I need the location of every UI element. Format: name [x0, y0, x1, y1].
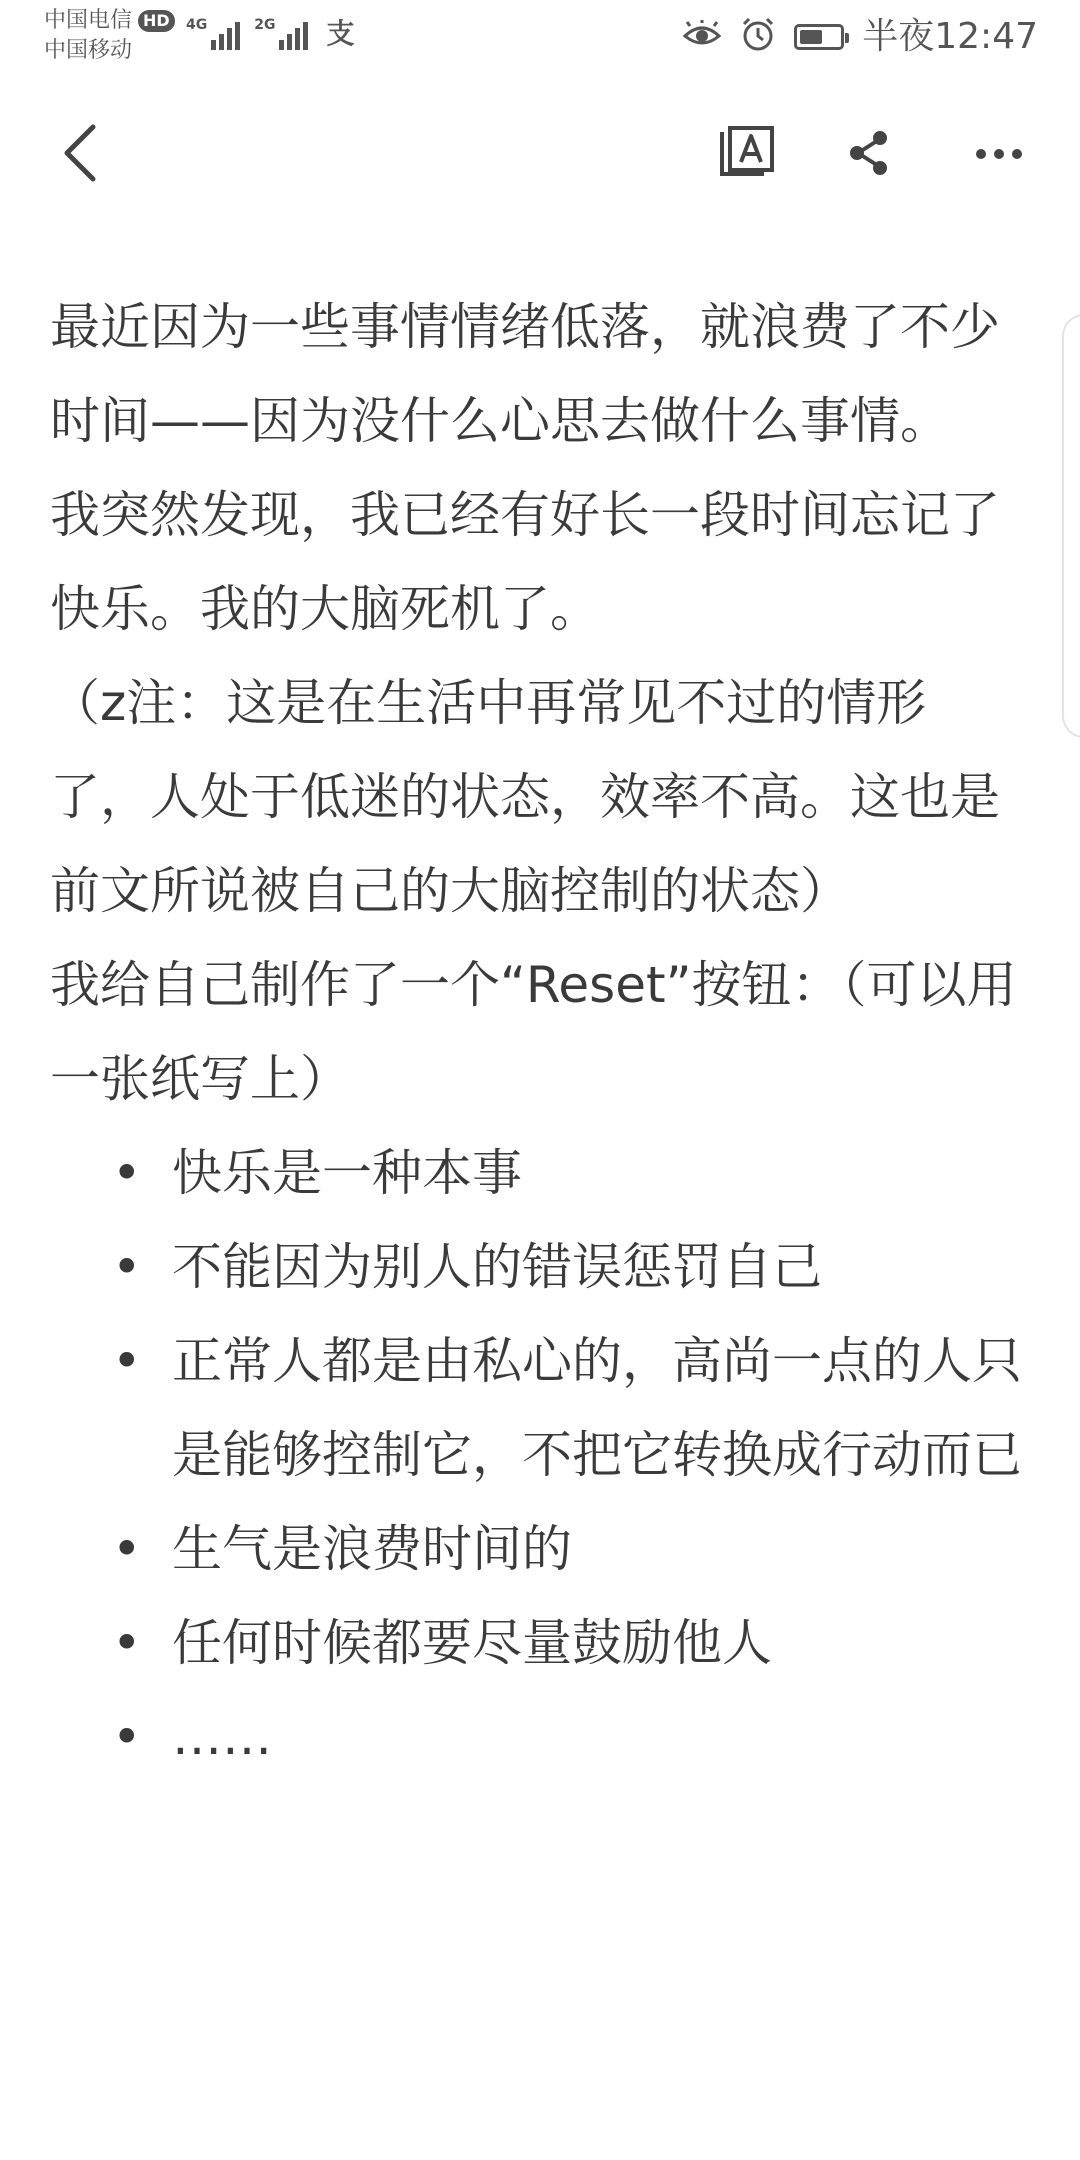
hd-badge: HD: [138, 10, 175, 32]
list-item: [50, 1502, 1025, 1596]
eye-comfort-icon: [682, 20, 722, 54]
back-arrow-icon: [61, 123, 101, 187]
article-paragraph: 最近因为一些事情情绪低落，就浪费了不少时间——因为没什么心思去做什么事情。: [50, 298, 1000, 450]
share-button[interactable]: [834, 120, 904, 190]
article-paragraph: 我突然发现，我已经有好长一段时间忘记了快乐。我的大脑死机了。: [50, 486, 1000, 638]
list-item: [50, 1314, 1025, 1502]
signal-4g: [186, 18, 240, 50]
list-item: [50, 1220, 1025, 1314]
bullet-marker: •: [112, 1708, 142, 1766]
network-type-label: 2G: [254, 17, 276, 33]
bullet-marker: •: [112, 1614, 142, 1672]
translate-button[interactable]: [712, 120, 782, 190]
list-item: [50, 1690, 1025, 1784]
bullet-marker: •: [112, 1520, 142, 1578]
list-item-text: 不能因为别人的错误惩罚自己: [172, 1238, 822, 1296]
list-item: [50, 1126, 1025, 1220]
article-body: [50, 280, 1025, 1784]
battery-icon: [794, 24, 844, 50]
status-right: [682, 14, 1038, 60]
alarm-icon: [740, 17, 776, 57]
signal-bars-icon: [279, 18, 308, 50]
carrier-name-secondary: 中国移动: [44, 38, 133, 63]
share-icon: [846, 128, 892, 182]
article-paragraph: （z注：这是在生活中再常见不过的情形了，人处于低迷的状态，效率不高。这也是前文所说被自己的大脑控制的状态）: [50, 674, 1000, 920]
bullet-marker: •: [112, 1332, 142, 1390]
status-bar: [0, 0, 1080, 80]
network-type-label: 4G: [186, 17, 208, 33]
signal-2g: [254, 18, 308, 50]
bullet-marker: •: [112, 1144, 142, 1202]
status-time: 半夜12:47: [862, 16, 1038, 57]
alipay-icon: 支: [326, 17, 355, 50]
top-toolbar: [0, 100, 1080, 210]
back-button[interactable]: [46, 120, 116, 190]
signal-bars-icon: [211, 18, 240, 50]
signal-indicators: [186, 18, 354, 50]
list-item-text: 快乐是一种本事: [172, 1144, 522, 1202]
article-paragraph: 我给自己制作了一个“Reset”按钮：（可以用一张纸写上）: [50, 956, 1017, 1108]
list-item-text: 任何时候都要尽量鼓励他人: [172, 1614, 772, 1672]
side-scroll-handle[interactable]: [1062, 314, 1080, 738]
list-item-text: 正常人都是由私心的，高尚一点的人只是能够控制它，不把它转换成行动而已: [172, 1332, 1022, 1484]
list-item-text: ……: [172, 1708, 272, 1766]
translate-icon: [718, 124, 776, 186]
list-item: [50, 1596, 1025, 1690]
more-icon: [975, 146, 1023, 165]
carrier-info: [44, 6, 175, 66]
battery-level: [800, 30, 822, 44]
more-options-button[interactable]: [964, 120, 1034, 190]
list-item-text: 生气是浪费时间的: [172, 1520, 572, 1578]
bullet-marker: •: [112, 1238, 142, 1296]
reset-button-list: [50, 1126, 1025, 1784]
carrier-name-primary: 中国电信: [44, 8, 133, 33]
